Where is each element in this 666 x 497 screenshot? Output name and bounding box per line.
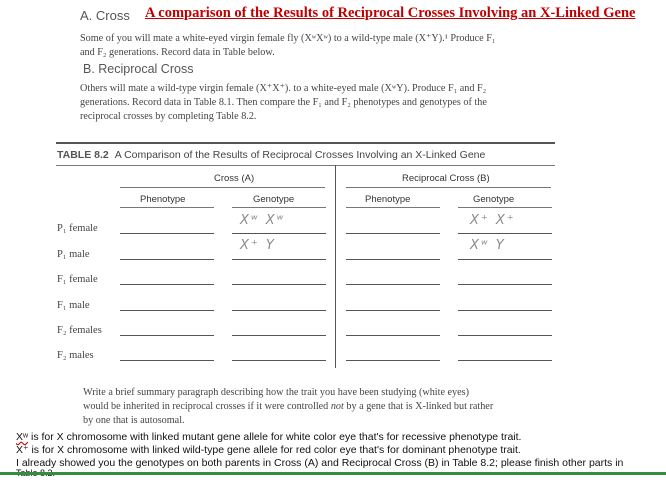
- col-header-a-phenotype: Phenotype: [140, 194, 186, 205]
- handwritten-a-p1-male: X⁺ Y: [240, 238, 276, 253]
- table-top-rule: [56, 142, 555, 144]
- col-header-b-genotype: Genotype: [473, 194, 515, 205]
- table-caption: [57, 149, 485, 161]
- page-title: A comparison of the Results of Reciprocal Crosses Involving an X-Linked Gene: [145, 5, 636, 21]
- section-b-line-3: reciprocal crosses by completing Table 8.2.: [80, 111, 257, 122]
- answer-blank-r2-c3: [458, 284, 552, 285]
- summary-line-2-pre: would be inherited in reciprocal crosses if it were controlled: [83, 401, 331, 412]
- col-rule-a-genotype: [232, 207, 326, 208]
- section-a-text: [80, 32, 560, 60]
- section-b-line-2: generations. Record data in Table 8.1. Then compare the F₁ and F₂ phenotypes and genotypes of the: [80, 97, 487, 108]
- summary-line-1: Write a brief summary paragraph describing how the trait you have been studying (white eyes): [83, 387, 470, 398]
- green-divider: [0, 472, 666, 475]
- answer-blank-r1-c2: [346, 259, 440, 260]
- answer-blank-r4-c2: [346, 335, 440, 336]
- row-label-f2-males: F₂ males: [57, 350, 94, 361]
- table-caption-text: A Comparison of the Results of Reciprocal Crosses Involving an X-Linked Gene: [114, 149, 486, 161]
- answer-blank-r3-c1: [232, 310, 326, 311]
- section-b-heading: B. Reciprocal Cross: [83, 62, 194, 76]
- row-label-p1-male: P₁ male: [57, 249, 90, 260]
- row-label-f1-female: F₁ female: [57, 274, 98, 285]
- group-header-cross-a: Cross (A): [214, 173, 255, 184]
- group-header-cross-b: Reciprocal Cross (B): [402, 173, 490, 184]
- summary-line-2: [83, 400, 553, 414]
- group-a-rule: [120, 187, 325, 188]
- note-line-1-text: is for X chromosome with linked mutant gene allele for white color eye that's for recessive phenotype trait.: [28, 431, 522, 443]
- answer-blank-r0-c1: [232, 233, 326, 234]
- summary-prompt: [83, 386, 553, 428]
- note-line-1: [16, 431, 521, 443]
- answer-blank-r0-c3: [458, 233, 552, 234]
- col-rule-b-genotype: [458, 207, 552, 208]
- answer-blank-r2-c0: [120, 284, 214, 285]
- answer-blank-r5-c0: [120, 360, 214, 361]
- note-line-1-symbol: Xʷ: [16, 431, 29, 443]
- answer-blank-r5-c2: [346, 360, 440, 361]
- col-rule-b-phenotype: [346, 207, 440, 208]
- section-b-line-1: Others will mate a wild-type virgin female (X⁺X⁺). to a white-eyed male (XʷY). Produce F₁ and F₂: [80, 83, 487, 94]
- answer-blank-r0-c2: [346, 233, 440, 234]
- answer-blank-r5-c3: [458, 360, 552, 361]
- summary-line-3: by one that is autosomal.: [83, 415, 185, 426]
- note-line-2: X⁺ is for X chromosome with linked wild-type gene allele for red color eye that's for dominant phenotype trait.: [16, 444, 521, 456]
- answer-blank-r4-c1: [232, 335, 326, 336]
- table-column-divider: [335, 165, 336, 368]
- section-a-line-2: and F₂ generations. Record data in Table below.: [80, 47, 275, 58]
- answer-blank-r0-c0: [120, 233, 214, 234]
- handwritten-b-p1-female: X⁺ X⁺: [470, 213, 516, 228]
- answer-blank-r1-c3: [458, 259, 552, 260]
- section-a-heading: A. Cross: [80, 8, 130, 23]
- answer-blank-r4-c0: [120, 335, 214, 336]
- note-line-3: I already showed you the genotypes on both parents in Cross (A) and Reciprocal Cross (B) in Table 8.2; please finish other parts in: [16, 457, 624, 469]
- row-label-p1-female: P₁ female: [57, 223, 98, 234]
- group-b-rule: [346, 187, 551, 188]
- col-header-b-phenotype: Phenotype: [365, 194, 411, 205]
- section-b-text: [80, 82, 560, 124]
- answer-blank-r5-c1: [232, 360, 326, 361]
- answer-blank-r2-c1: [232, 284, 326, 285]
- section-a-line-1: Some of you will mate a white-eyed virgin female fly (XʷXʷ) to a wild-type male (X⁺Y).¹ Produce F₁: [80, 33, 496, 44]
- summary-line-2-post: by a gene that is X-linked but rather: [343, 401, 494, 412]
- handwritten-a-p1-female: Xʷ Xʷ: [240, 213, 286, 228]
- table-number: TABLE 8.2: [57, 149, 109, 161]
- table-caption-rule: [56, 165, 555, 166]
- answer-blank-r2-c2: [346, 284, 440, 285]
- col-rule-a-phenotype: [120, 207, 214, 208]
- answer-blank-r1-c1: [232, 259, 326, 260]
- summary-line-2-em: not: [330, 401, 344, 412]
- answer-blank-r3-c3: [458, 310, 552, 311]
- col-header-a-genotype: Genotype: [253, 194, 295, 205]
- handwritten-b-p1-male: Xʷ Y: [470, 238, 506, 253]
- answer-blank-r1-c0: [120, 259, 214, 260]
- answer-blank-r3-c0: [120, 310, 214, 311]
- row-label-f1-male: F₁ male: [57, 300, 90, 311]
- answer-blank-r3-c2: [346, 310, 440, 311]
- answer-blank-r4-c3: [458, 335, 552, 336]
- row-label-f2-females: F₂ females: [57, 325, 102, 336]
